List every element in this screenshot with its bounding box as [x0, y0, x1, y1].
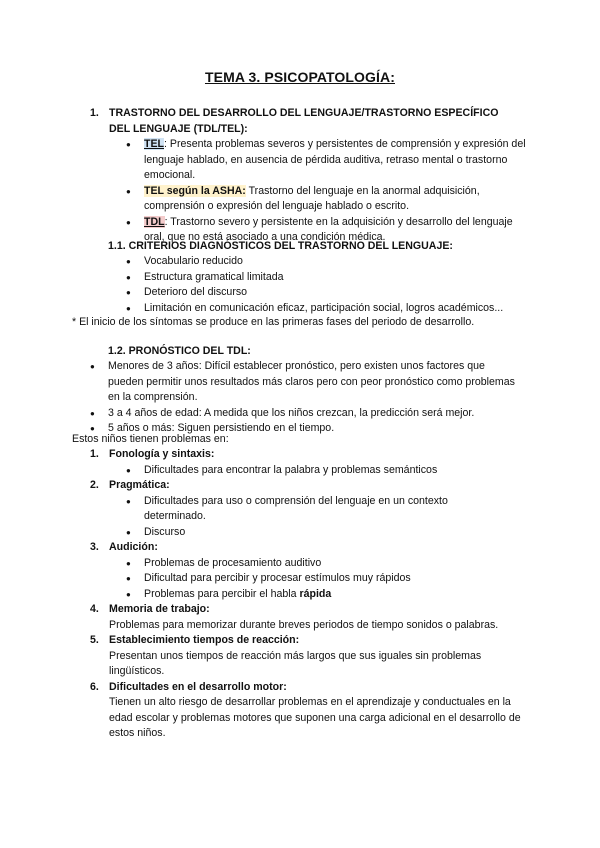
page-title: TEMA 3. PSICOPATOLOGÍA:: [204, 69, 395, 85]
problem-heading: 1. Fonología y sintaxis:: [90, 448, 215, 460]
list-item: ● Estructura gramatical limitada: [126, 270, 546, 286]
section-1-1-heading: 1.1. CRITERIOS DIAGNÓSTICOS DEL TRASTORNO DEL LENGUAJE:: [108, 240, 453, 252]
list-item: ● Dificultad para percibir y procesar estímulos muy rápidos: [126, 571, 530, 587]
problems-intro: Estos niños tienen problemas en:: [72, 433, 229, 445]
bullet-icon: ●: [126, 589, 131, 599]
list-item: ● Problemas de procesamiento auditivo: [126, 556, 530, 572]
problem-heading: 4. Memoria de trabajo:: [90, 603, 210, 615]
list-item: ● Menores de 3 años: Difícil establecer pronóstico, pero existen unos factores que pueden permitir unos resultados más claros pero con peor pronóstico como problemas en la comprensión.: [90, 359, 520, 406]
bullet-icon: ●: [126, 303, 131, 313]
list-item: ● Discurso: [126, 525, 486, 541]
section-1-1-list: [126, 254, 546, 316]
bullet-icon: ●: [126, 186, 131, 196]
bullet-icon: ●: [126, 288, 131, 297]
problem-text: Problemas para memorizar durante breves periodos de tiempo sonidos o palabras.: [109, 618, 499, 631]
bullet-icon: ●: [126, 527, 131, 537]
list-item: ● Limitación en comunicación eficaz, participación social, logros académicos...: [126, 301, 546, 317]
bullet-icon: ●: [126, 272, 131, 282]
list-item: ● TEL según la ASHA: Trastorno del lenguaje en la anormal adquisición, comprensión o expresión del lenguaje hablado o escrito.: [126, 184, 526, 215]
list-item: ● TDL: Trastorno severo y persistente en la adquisición y desarrollo del lenguaje oral, que no está asociado a una condición médica.: [126, 215, 526, 246]
section-1-list: [126, 137, 526, 246]
section-1: [90, 106, 520, 137]
problem-text: Tienen un alto riesgo de desarrollar problemas en el aprendizaje y conductuales en la edad escolar y problemas motores que suponen una carga adicional en el desarrollo de estos niños.: [109, 696, 521, 739]
bullet-icon: ●: [126, 465, 131, 475]
bullet-icon: ●: [90, 362, 95, 371]
list-item: ● Deterioro del discurso: [126, 285, 546, 301]
section-1-heading: 1. TRASTORNO DEL DESARROLLO DEL LENGUAJE/TRASTORNO ESPECÍFICO DEL LENGUAJE (TDL/TEL):: [90, 106, 520, 137]
footnote: * El inicio de los síntomas se produce en las primeras fases del periodo de desarrollo.: [72, 316, 475, 328]
bullet-icon: ●: [126, 496, 131, 506]
problem-heading: 3. Audición:: [90, 541, 158, 553]
list-item: ● TEL: Presenta problemas severos y persistentes de comprensión y expresión del lenguaje hablado, en ausencia de pérdida auditiva, retraso mental o trastorno emocional.: [126, 137, 526, 184]
bullet-icon: ●: [90, 408, 95, 418]
section-1-2-heading: 1.2. PRONÓSTICO DEL TDL:: [108, 345, 251, 357]
list-item: ● Vocabulario reducido: [126, 254, 546, 270]
list-item: ● Problemas para percibir el habla rápida: [126, 587, 530, 603]
problem-heading: 2. Pragmática:: [90, 479, 170, 491]
bullet-icon: ●: [126, 140, 131, 149]
list-item: ● 5 años o más: Siguen persistiendo en el tiempo.: [90, 421, 520, 437]
list-item: ● 3 a 4 años de edad: A medida que los niños crezcan, la predicción será mejor.: [90, 406, 520, 422]
bullet-icon: ●: [126, 217, 131, 227]
list-item: ● Dificultades para encontrar la palabra y problemas semánticos: [126, 463, 530, 479]
bullet-icon: ●: [90, 424, 95, 433]
problem-heading: 6. Dificultades en el desarrollo motor:: [90, 680, 287, 693]
bullet-icon: ●: [126, 257, 131, 266]
problem-heading: 5. Establecimiento tiempos de reacción:: [90, 634, 300, 646]
section-1-number: 1.: [90, 107, 99, 119]
bullet-icon: ●: [126, 574, 131, 583]
bullet-icon: ●: [126, 558, 131, 568]
list-item: ● Dificultades para uso o comprensión del lenguaje en un contexto determinado.: [126, 494, 486, 525]
problem-text: Presentan unos tiempos de reacción más largos que sus iguales sin problemas lingüísticos.: [109, 649, 482, 677]
section-1-2-list: [90, 359, 520, 437]
problems-list: [90, 447, 530, 742]
